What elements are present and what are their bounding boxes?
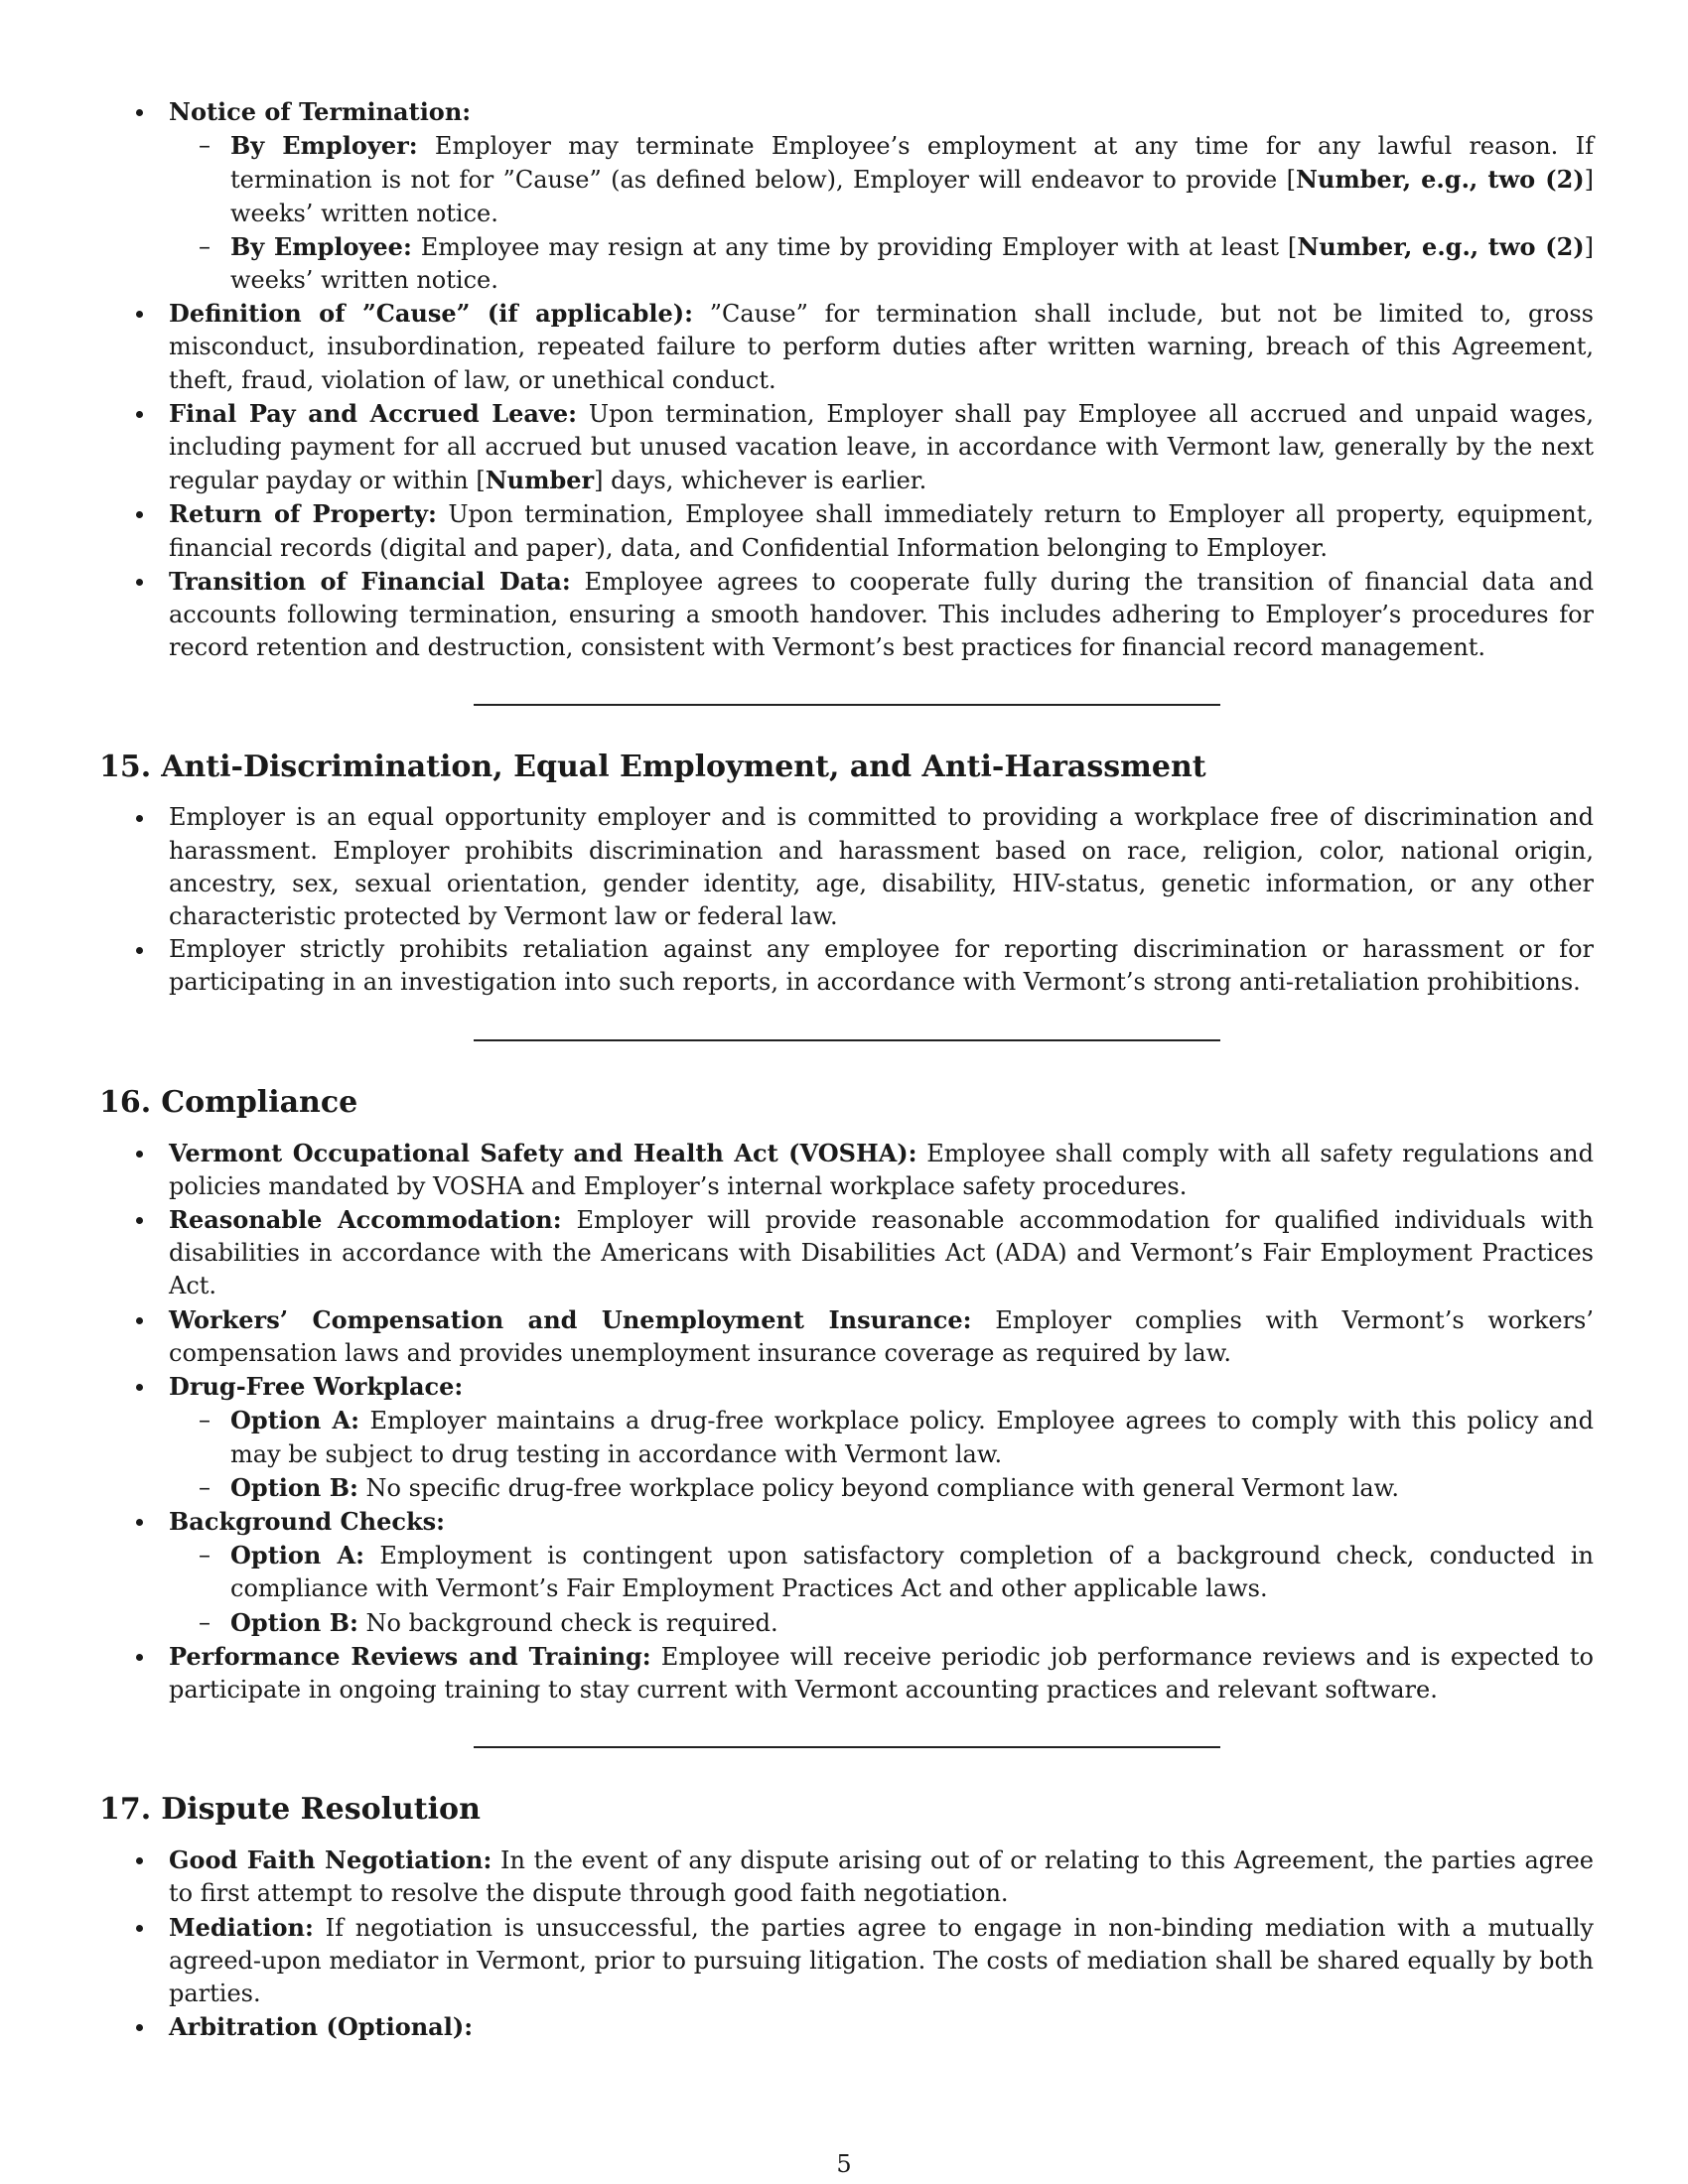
list-item: Final Pay and Accrued Leave: Upon termination, Employer shall pay Employee all accrued and unpaid wages, including payment for all accrued but unused vacation leave, in accordance with Vermont law, generally by the next regular payday or within [Number] days, whichever is earlier. (99, 397, 1594, 498)
bullet-icon (136, 109, 143, 116)
item-text: Employer may terminate Employee’s employment at any time for any lawful reason. If termination is not for ”Cause” (as defined below), Employer will endeavor to provide (230, 132, 1594, 195)
bullet-icon (136, 1654, 143, 1661)
item-text: Employer maintains a drug-free workplace policy. Employee agrees to comply with this policy and may be subject to drug testing in accordance with Vermont law. (230, 1407, 1594, 1468)
placeholder-text: Number, e.g., two (2) (1297, 231, 1585, 261)
page-number: 5 (836, 2150, 852, 2178)
item-label: Reasonable Accommodation: (169, 1205, 562, 1235)
item-label: Mediation: (169, 1912, 314, 1942)
item-text: weeks’ written notice. (230, 266, 498, 295)
list-item (99, 95, 1594, 297)
sub-list (169, 1404, 1594, 1505)
dash-icon: – (199, 1472, 211, 1501)
sub-list-item (169, 1539, 1594, 1605)
dash-icon: – (199, 1406, 211, 1434)
section-number: 16. (99, 1084, 152, 1120)
item-text: Employer will provide reasonable accommodation for qualified individuals with disabilities in accordance with the Americans with Disabilities Act (ADA) and Vermont’s Fair Employment Practices Act. (169, 1206, 1595, 1300)
section-17-list (99, 1843, 1594, 2044)
item-label: By Employer: (230, 131, 418, 161)
item-label: Good Faith Negotiation: (169, 1845, 492, 1875)
item-text: Employment is contingent upon satisfactory completion of a background check, conducted in compliance with Vermont’s Fair Employment Practices Act and other applicable laws. (230, 1542, 1594, 1603)
bullet-icon (136, 1519, 143, 1526)
list-item (99, 565, 1594, 665)
item-text: Employer complies with Vermont’s workers’ compensation laws and provides unemployment insurance coverage as required by law. (169, 1305, 1594, 1367)
section-title: Anti-Discrimination, Equal Employment, and Anti-Harassment (161, 750, 1206, 785)
item-label: Workers’ Compensation and Unemployment Insurance: (169, 1304, 972, 1334)
item-label: Option A: (230, 1541, 364, 1570)
bullet-icon (136, 2024, 143, 2031)
placeholder-text: Number, e.g., two (2) (1295, 165, 1585, 195)
bullet-icon (136, 1384, 143, 1391)
sub-list-item: – By Employee: Employee may resign at any time by providing Employer with at least [Number, e.g., two (2)] weeks’ written notice. (199, 231, 1594, 295)
list-item (99, 1137, 1594, 1203)
item-text: Employee shall comply with all safety regulations and policies mandated by VOSHA and Employer’s internal workplace safety procedures. (169, 1139, 1594, 1200)
section-heading (99, 1790, 1594, 1830)
bullet-icon (136, 1217, 143, 1224)
item-text: No specific drug-free workplace policy beyond compliance with general Vermont law. (365, 1473, 1399, 1502)
bullet-icon (136, 311, 143, 318)
item-text: Upon termination, Employer shall pay Employee all accrued and unpaid wages, including payment for all accrued but unused vacation leave, in accordance with Vermont law, generally by the next regular payday or within (169, 399, 1594, 495)
bullet-icon (136, 1925, 143, 1932)
list-item (99, 1911, 1594, 2011)
list-item (99, 2010, 1594, 2044)
sub-list-item (169, 1404, 1594, 1470)
list-item (99, 1640, 1594, 1706)
item-text: No background check is required. (365, 1608, 778, 1637)
item-text: In the event of any dispute arising out of or relating to this Agreement, the parties agree to first attempt to resolve the dispute through good faith negotiation. (169, 1846, 1595, 1908)
list-item (99, 933, 1594, 999)
section-number: 17. (99, 1792, 152, 1828)
item-text: Employee may resign at any time by providing Employer with at least (420, 232, 1280, 261)
list-item (99, 297, 1594, 397)
item-label: Notice of Termination: (169, 97, 472, 126)
dash-icon: – (199, 1607, 211, 1636)
bullet-icon (136, 411, 143, 418)
section-number: 15. (99, 750, 152, 785)
item-text: ”Cause” for termination shall include, but not be limited to, gross misconduct, insubordination, repeated failure to perform duties after written warning, breach of this Agreement, theft, fraud, violation of law, or unethical conduct. (169, 300, 1594, 394)
section-divider (474, 1039, 1220, 1041)
sub-list-item: – By Employer: Employer may terminate Employee’s employment at any time for any lawful reason. If termination is not for ”Cause” (as defined below), Employer will endeavor to provide [Number, e.g., two (2)] weeks’ written notice. (199, 131, 1595, 227)
dash-icon: – (199, 131, 211, 160)
item-label: By Employee: (230, 231, 412, 261)
list-item (99, 1203, 1594, 1303)
bullet-icon (136, 1151, 143, 1158)
item-label: Option B: (230, 1607, 358, 1637)
document-page (99, 95, 1594, 2044)
item-label: Background Checks: (169, 1506, 445, 1536)
section-heading (99, 748, 1594, 787)
bullet-icon (136, 579, 143, 586)
dash-icon: – (199, 1541, 211, 1570)
section-15-list (99, 801, 1594, 999)
sub-list (169, 1539, 1594, 1640)
bullet-icon (136, 1317, 143, 1324)
item-label: Performance Reviews and Training: (169, 1641, 651, 1671)
item-text: Employer strictly prohibits retaliation against any employee for reporting discrimination or harassment or for participating in an investigation into such reports, in accordance with Vermont’s strong anti-retaliation prohibitions. (169, 935, 1594, 997)
item-text: Employer is an equal opportunity employer and is committed to providing a workplace free of discrimination and harassment. Employer prohibits discrimination and harassment based on race, religion, color, national origin, ancestry, sex, sexual orientation, gender identity, age, disability, HIV-status, genetic information, or any other characteristic protected by Vermont law or federal law. (169, 803, 1594, 931)
list-item (99, 1370, 1594, 1505)
list-item (99, 1843, 1594, 1910)
item-text: days, whichever is earlier. (611, 467, 927, 495)
section-title: Compliance (161, 1084, 358, 1120)
item-label: Arbitration (Optional): (169, 2012, 474, 2042)
item-label: Final Pay and Accrued Leave: (169, 398, 577, 428)
list-item (99, 497, 1594, 564)
item-text: weeks’ written notice. (230, 199, 498, 227)
item-text: Employee will receive periodic job performance reviews and is expected to participate in ongoing training to stay current with Vermont accounting practices and relevant software. (169, 1642, 1595, 1704)
section-heading (99, 1083, 1594, 1123)
bullet-icon (136, 815, 143, 822)
dash-icon: – (199, 231, 211, 260)
list-item (99, 1303, 1594, 1370)
item-label: Vermont Occupational Safety and Health Act (VOSHA): (169, 1138, 917, 1167)
sub-list (169, 129, 1594, 297)
item-label: Option A: (230, 1406, 360, 1435)
item-label: Return of Property: (169, 499, 437, 529)
item-text: Upon termination, Employee shall immediately return to Employer all property, equipment, financial records (digital and paper), data, and Confidential Information belonging to Employer. (169, 500, 1594, 562)
termination-list (99, 95, 1594, 664)
section-16-list (99, 1137, 1594, 1706)
item-label: Transition of Financial Data: (169, 566, 571, 596)
section-title: Dispute Resolution (161, 1792, 481, 1828)
list-item (99, 1505, 1594, 1640)
item-label: Drug-Free Workplace: (169, 1372, 464, 1402)
sub-list-item (169, 1606, 1594, 1640)
item-text: If negotiation is unsuccessful, the parties agree to engage in non-binding mediation with a mutually agreed-upon mediator in Vermont, prior to pursuing litigation. The costs of mediation shall be shared equally by both parties. (169, 1913, 1594, 2007)
item-text: Employee agrees to cooperate fully during the transition of financial data and accounts following termination, ensuring a smooth handover. This includes adhering to Employer’s procedures for record retention and destruction, consistent with Vermont’s best practices for financial record management. (169, 567, 1594, 662)
section-divider (474, 704, 1220, 706)
bullet-icon (136, 1857, 143, 1864)
placeholder-text: Number (485, 466, 595, 495)
section-divider (474, 1746, 1220, 1748)
item-label: Definition of ”Cause” (if applicable): (169, 299, 693, 329)
item-label: Option B: (230, 1472, 358, 1502)
bullet-icon (136, 947, 143, 954)
bullet-icon (136, 511, 143, 518)
sub-list-item (169, 1471, 1594, 1505)
list-item (99, 801, 1594, 933)
